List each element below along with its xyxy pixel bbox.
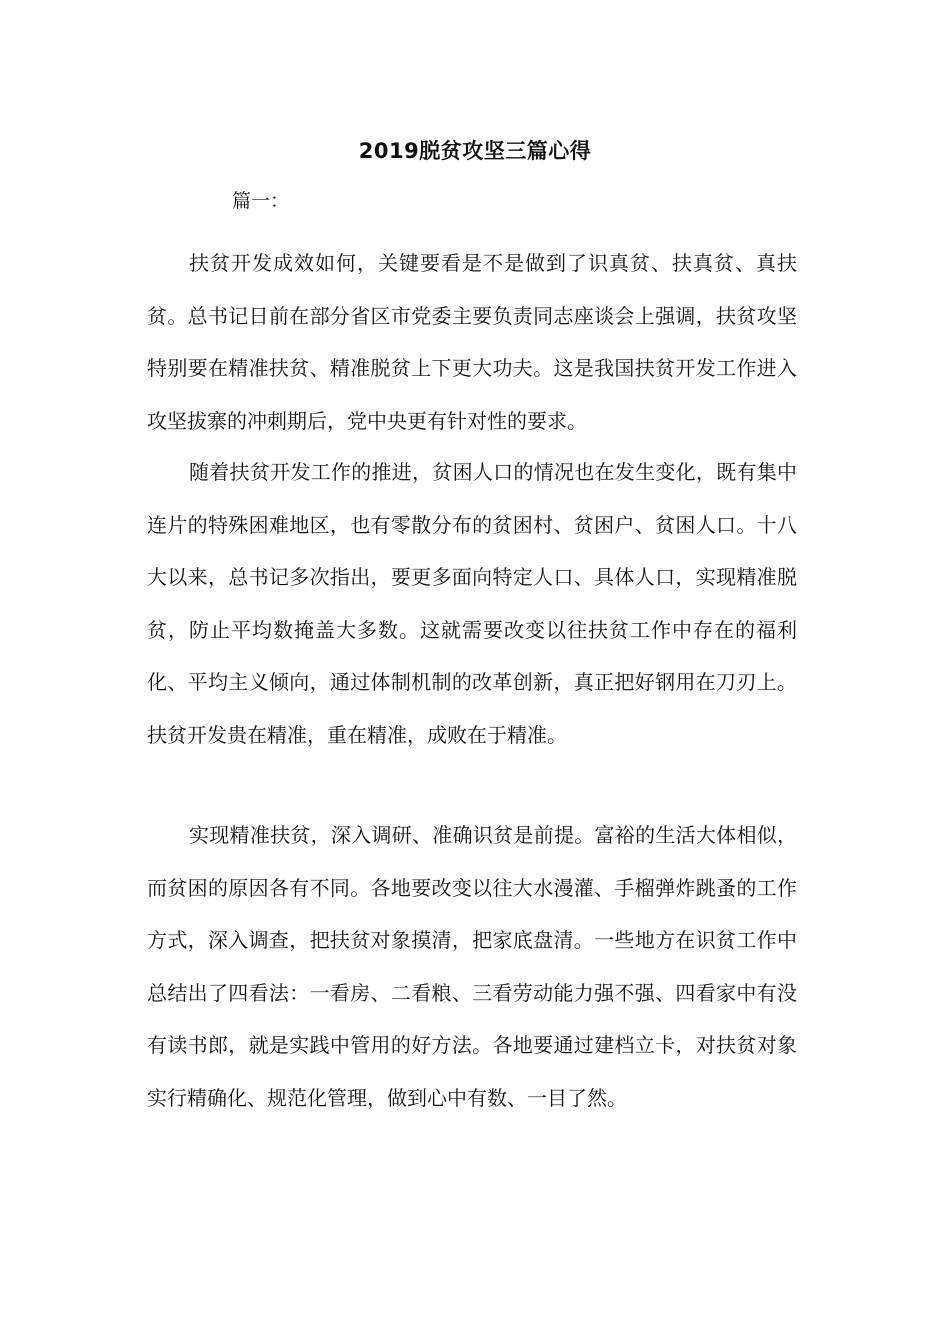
section-label: 篇一： — [232, 190, 290, 212]
paragraph-3: 实现精准扶贫，深入调研、准确识贫是前提。富裕的生活大体相似，而贫困的原因各有不同。各地要改变以往大水漫灌、手榴弹炸跳蚤的工作方式，深入调查，把扶贫对象摸清，把家底盘清。一些地方在识贫工作中总结出了四看法：一看房、二看粮、三看劳动能力强不强、四看家中有没有读书郎，就是实践中管用的好方法。各地要通过建档立卡，对扶贫对象实行精确化、规范化管理，做到心中有数、一目了然。 — [147, 823, 797, 1110]
paragraph-1: 扶贫开发成效如何，关键要看是不是做到了识真贫、扶真贫、真扶贫。总书记日前在部分省区市党委主要负责同志座谈会上强调，扶贫攻坚特别要在精准扶贫、精准脱贫上下更大功夫。这是我国扶贫开发工作进入攻坚拔寨的冲刺期后，党中央更有针对性的要求。 — [147, 251, 797, 433]
paragraph-2: 随着扶贫开发工作的推进，贫困人口的情况也在发生变化，既有集中连片的特殊困难地区，也有零散分布的贫困村、贫困户、贫困人口。十八大以来，总书记多次指出，要更多面向特定人口、具体人口，实现精准脱贫，防止平均数掩盖大多数。这就需要改变以往扶贫工作中存在的福利化、平均主义倾向，通过体制机制的改革创新，真正把好钢用在刀刃上。扶贫开发贵在精准，重在精准，成败在于精准。 — [147, 460, 797, 747]
document-title: 2019脱贫攻坚三篇心得 — [358, 139, 592, 163]
